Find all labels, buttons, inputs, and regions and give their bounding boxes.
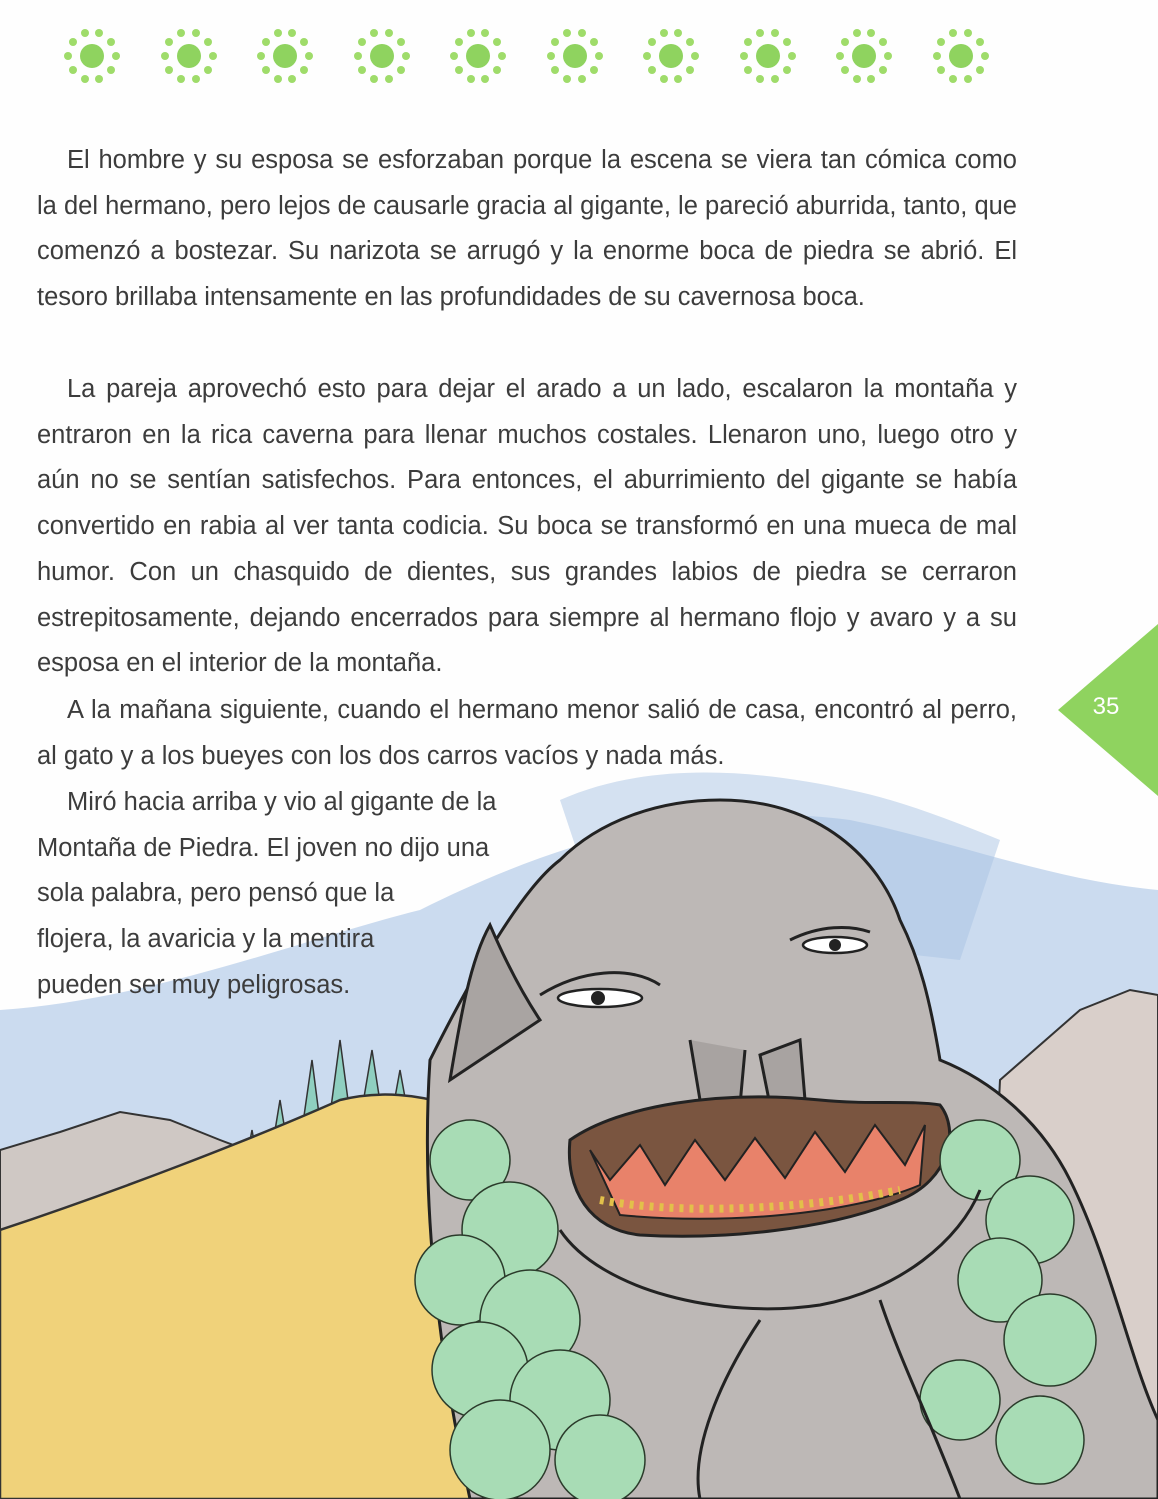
flower-ornament	[253, 24, 317, 88]
paragraph-4-line-3: sola palabra, pero pensó que la	[37, 879, 395, 908]
flower-dot	[112, 52, 120, 60]
flower-dot	[660, 29, 668, 37]
flower-dot	[884, 52, 892, 60]
flower-dot	[95, 29, 103, 37]
flower-core	[370, 44, 394, 68]
flower-dot	[867, 75, 875, 83]
flower-dot	[467, 75, 475, 83]
paragraph-4-line-2: Montaña de Piedra. El joven no dijo una	[37, 833, 490, 862]
flower-dot	[165, 38, 173, 46]
flower-dot	[262, 66, 270, 74]
flower-dot	[493, 38, 501, 46]
flower-dot	[648, 66, 656, 74]
flower-dot	[551, 66, 559, 74]
flower-dot	[69, 38, 77, 46]
flower-dot	[691, 52, 699, 60]
flower-dot	[788, 52, 796, 60]
flower-dot	[177, 29, 185, 37]
flower-core	[852, 44, 876, 68]
flower-dot	[740, 52, 748, 60]
flower-dot	[81, 75, 89, 83]
flower-dot	[397, 38, 405, 46]
flower-dot	[107, 38, 115, 46]
flower-dot	[358, 66, 366, 74]
flower-ornament	[543, 24, 607, 88]
flower-dot	[300, 38, 308, 46]
flower-dot	[648, 38, 656, 46]
flower-dot	[95, 75, 103, 83]
flower-dot	[288, 75, 296, 83]
flower-dot	[455, 38, 463, 46]
flower-dot	[756, 75, 764, 83]
flower-dot	[385, 75, 393, 83]
flower-dot	[879, 66, 887, 74]
paragraph-4	[37, 780, 567, 1009]
flower-core	[466, 44, 490, 68]
flower-dot	[370, 29, 378, 37]
flower-dot	[192, 29, 200, 37]
flower-dot	[161, 52, 169, 60]
flower-dot	[590, 38, 598, 46]
flower-dot	[262, 38, 270, 46]
flower-dot	[981, 52, 989, 60]
flower-dot	[288, 29, 296, 37]
flower-ornament	[157, 24, 221, 88]
flower-core	[659, 44, 683, 68]
flower-dot	[274, 29, 282, 37]
paragraph-4-line-4: flojera, la avaricia y la mentira	[37, 925, 375, 954]
flower-dot	[370, 75, 378, 83]
decorative-flower-border	[0, 24, 1158, 94]
flower-dot	[402, 52, 410, 60]
flower-dot	[686, 66, 694, 74]
flower-dot	[64, 52, 72, 60]
flower-dot	[744, 66, 752, 74]
flower-dot	[563, 29, 571, 37]
flower-dot	[204, 66, 212, 74]
flower-dot	[783, 38, 791, 46]
flower-dot	[300, 66, 308, 74]
flower-dot	[397, 66, 405, 74]
flower-dot	[467, 29, 475, 37]
paragraph-1	[37, 138, 1017, 321]
flower-core	[563, 44, 587, 68]
flower-ornament	[929, 24, 993, 88]
paragraph-2-text: La pareja aprovechó esto para dejar el arado a un lado, escalaron la montaña y entraron en la rica caverna para llenar muchos costales. Llenaron uno, luego otro y aún no se sentían satisfechos. Para entonces, el aburrimiento del gigante se había convertido en rabia al ver tanta codicia. Su boca se transformó en una mueca de mal humor. Con un chasquido de dientes, sus grandes labios de piedra se cerraron estrepitosamente, dejando encerrados para siempre al hermano flojo y avaro y a su esposa en el interior de la montaña.	[37, 375, 1017, 678]
flower-dot	[744, 38, 752, 46]
flower-dot	[853, 75, 861, 83]
flower-dot	[643, 52, 651, 60]
flower-dot	[563, 75, 571, 83]
flower-dot	[107, 66, 115, 74]
flower-dot	[933, 52, 941, 60]
flower-dot	[976, 38, 984, 46]
flower-core	[80, 44, 104, 68]
flower-dot	[595, 52, 603, 60]
flower-core	[177, 44, 201, 68]
flower-dot	[674, 29, 682, 37]
flower-dot	[578, 29, 586, 37]
flower-ornament	[60, 24, 124, 88]
flower-dot	[853, 29, 861, 37]
flower-dot	[81, 29, 89, 37]
flower-dot	[257, 52, 265, 60]
flower-core	[273, 44, 297, 68]
flower-dot	[949, 29, 957, 37]
flower-dot	[674, 75, 682, 83]
flower-dot	[836, 52, 844, 60]
flower-ornament	[639, 24, 703, 88]
flower-dot	[274, 75, 282, 83]
flower-ornament	[832, 24, 896, 88]
flower-dot	[578, 75, 586, 83]
paragraph-4-line-5: pueden ser muy peligrosas.	[37, 970, 351, 999]
flower-dot	[481, 29, 489, 37]
paragraph-3-text: A la mañana siguiente, cuando el hermano menor salió de casa, encontró al perro, al gato y a los bueyes con los dos carros vacíos y nada más.	[37, 696, 1017, 770]
flower-dot	[547, 52, 555, 60]
flower-dot	[305, 52, 313, 60]
flower-dot	[964, 75, 972, 83]
flower-dot	[204, 38, 212, 46]
flower-dot	[192, 75, 200, 83]
flower-dot	[879, 38, 887, 46]
flower-dot	[841, 66, 849, 74]
flower-dot	[455, 66, 463, 74]
page-number: 35	[1092, 693, 1120, 720]
flower-dot	[385, 29, 393, 37]
flower-dot	[771, 75, 779, 83]
flower-ornament	[736, 24, 800, 88]
flower-dot	[756, 29, 764, 37]
flower-dot	[209, 52, 217, 60]
flower-dot	[177, 75, 185, 83]
paragraph-1-text: El hombre y su esposa se esforzaban porque la escena se viera tan cómica como la del hermano, pero lejos de causarle gracia al gigante, le pareció aburrida, tanto, que comenzó a bostezar. Su narizota se arrugó y la enorme boca de piedra se abrió. El tesoro brillaba intensamente en las profundidades de su cavernosa boca.	[37, 146, 1017, 312]
flower-dot	[686, 38, 694, 46]
paragraph-2	[37, 367, 1017, 687]
flower-dot	[937, 66, 945, 74]
flower-core	[756, 44, 780, 68]
flower-dot	[498, 52, 506, 60]
flower-dot	[450, 52, 458, 60]
flower-dot	[551, 38, 559, 46]
paragraph-4-line-1: Miró hacia arriba y vio al gigante de la	[67, 788, 497, 816]
flower-ornament	[446, 24, 510, 88]
flower-dot	[949, 75, 957, 83]
flower-dot	[937, 38, 945, 46]
flower-dot	[481, 75, 489, 83]
flower-dot	[867, 29, 875, 37]
flower-dot	[358, 38, 366, 46]
flower-dot	[165, 66, 173, 74]
flower-dot	[660, 75, 668, 83]
flower-core	[949, 44, 973, 68]
flower-dot	[964, 29, 972, 37]
flower-dot	[590, 66, 598, 74]
flower-dot	[69, 66, 77, 74]
flower-dot	[354, 52, 362, 60]
flower-dot	[493, 66, 501, 74]
flower-dot	[771, 29, 779, 37]
flower-dot	[783, 66, 791, 74]
flower-dot	[841, 38, 849, 46]
flower-dot	[976, 66, 984, 74]
flower-ornament	[350, 24, 414, 88]
